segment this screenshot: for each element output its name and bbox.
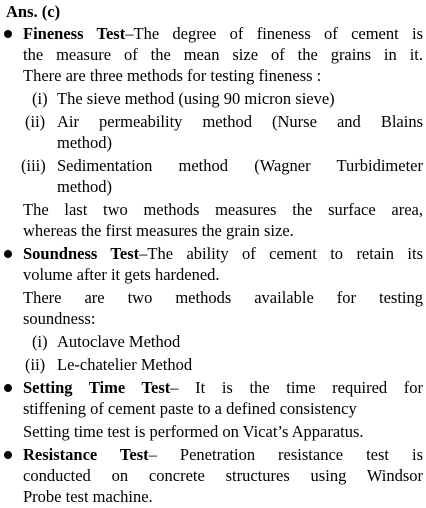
soundness-method-2-number: (ii) — [25, 355, 46, 374]
fineness-line-1 — [23, 24, 423, 44]
fineness-text-1: The degree of fineness of cement is — [133, 24, 424, 43]
soundness-line-4: soundness: — [23, 309, 96, 328]
soundness-line-2: volume after it gets hardened. — [23, 265, 220, 284]
answer-heading: Ans. (c) — [6, 2, 61, 21]
resistance-line-2: conducted on concrete structures using Windsor — [23, 466, 423, 485]
resistance-title: Resistance Test — [23, 445, 149, 464]
fineness-dash: – — [125, 24, 134, 43]
setting-line-2: stiffening of cement paste to a defined consistency — [23, 399, 357, 418]
soundness-line-1 — [23, 244, 423, 264]
resistance-line-3: Probe test machine. — [23, 487, 153, 506]
fineness-method-1: The sieve method (using 90 micron sieve) — [57, 89, 335, 108]
setting-dash: – — [170, 378, 179, 397]
soundness-method-1: Autoclave Method — [57, 332, 181, 351]
setting-text-1: It is the time required for — [195, 378, 424, 397]
resistance-dash: – — [148, 445, 157, 464]
soundness-line-3: There are two methods available for testing — [23, 288, 423, 307]
bullet-icon — [4, 30, 12, 38]
resistance-line-1 — [23, 445, 423, 465]
soundness-dash: – — [139, 244, 148, 263]
fineness-method-3-number: (iii) — [21, 156, 46, 175]
bullet-icon — [4, 451, 12, 459]
soundness-title: Soundness Test — [23, 244, 140, 263]
setting-line-1 — [23, 378, 423, 398]
fineness-line-3: There are three methods for testing fineness : — [23, 66, 322, 85]
fineness-method-1-number: (i) — [32, 89, 48, 108]
fineness-title: Fineness Test — [23, 24, 126, 43]
soundness-text-1: The ability of cement to retain its — [147, 244, 423, 263]
fineness-method-2-line-1: Air permeability method (Nurse and Blains — [57, 112, 423, 131]
fineness-line-2: the measure of the mean size of the grains in it. — [23, 45, 423, 64]
setting-title: Setting Time Test — [23, 378, 171, 397]
bullet-icon — [4, 250, 12, 258]
setting-line-3: Setting time test is performed on Vicat’s Apparatus. — [23, 422, 364, 441]
fineness-method-2-number: (ii) — [25, 112, 46, 131]
resistance-text-1: Penetration resistance test is — [179, 445, 424, 464]
soundness-method-1-number: (i) — [32, 332, 48, 351]
fineness-line-4: The last two methods measures the surface area, — [23, 200, 423, 219]
fineness-method-3-line-2: method) — [57, 177, 112, 196]
fineness-method-2-line-2: method) — [57, 133, 112, 152]
fineness-line-5: whereas the first measures the grain size. — [23, 221, 294, 240]
soundness-method-2: Le-chatelier Method — [57, 355, 193, 374]
fineness-method-3-line-1: Sedimentation method (Wagner Turbidimeter — [57, 156, 423, 175]
bullet-icon — [4, 384, 12, 392]
